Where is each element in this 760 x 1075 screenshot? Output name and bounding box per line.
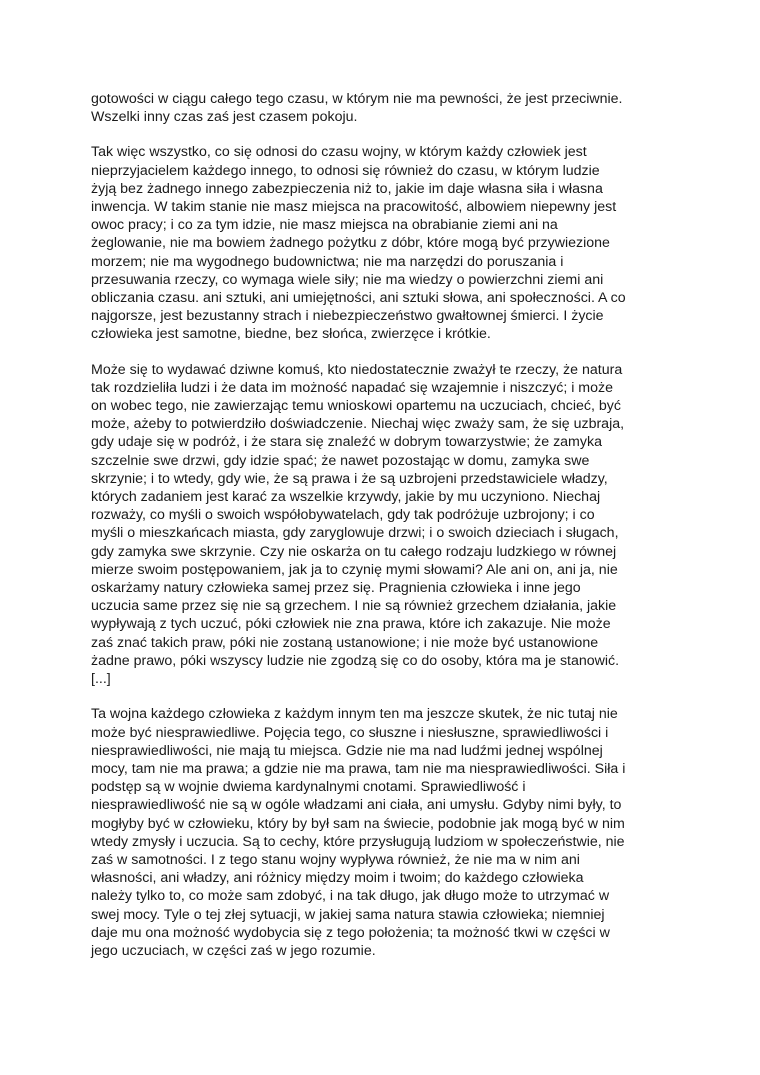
paragraph-4: Ta wojna każdego człowieka z każdym innym ten ma jeszcze skutek, że nic tutaj nie może być niesprawiedliwe. Pojęcia tego, co słuszne i niesłuszne, sprawiedliwości i niesprawiedliwości, nie mają tu miejsca. Gdzie nie ma nad ludźmi jednej wspólnej mocy, tam nie ma prawa; a gdzie nie ma prawa, tam nie ma niesprawiedliwości. Siła i podstęp są w wojnie dwiema kardynalnymi cnotami. Sprawiedliwość i niesprawiedliwość nie są w ogóle władzami ani ciała, ani umysłu. Gdyby nimi były, to mogłyby być w człowieku, który by był sam na świecie, podobnie jak mogą być w nim wtedy zmysły i uczucia. Są to cechy, które przysługują ludziom w społeczeństwie, nie zaś w samotności. I z tego stanu wojny wypływa również, że nie ma w nim ani własności, ani władzy, ani różnicy między moim i twoim; do każdego człowieka należy tylko to, co może sam zdobyć, i na tak długo, jak długo może to utrzymać w swej mocy. Tyle o tej złej sytuacji, w jakiej sama natura stawia człowieka; niemniej daje mu ona możność wydobycia się z tego położenia; ta możność tkwi w części w jego uczuciach, w części zaś w jego rozumie. [91, 706, 626, 959]
document-page [91, 90, 681, 977]
paragraph-3: Może się to wydawać dziwne komuś, kto niedostatecznie zważył te rzeczy, że natura tak rozdzieliła ludzi i że data im możność napadać się wzajemnie i niszczyć; i może on wobec tego, nie zawierzając temu wnioskowi opartemu na uczuciach, chcieć, być może, ażeby to potwierdziło doświadczenie. Niechaj więc zważy sam, że się uzbraja, gdy udaje się w podróż, i że stara się znaleźć w dobrym towarzystwie; że zamyka szczelnie swe drzwi, gdy idzie spać; że nawet pozostając w domu, zamyka swe skrzynie; i to wtedy, gdy wie, że są prawa i że są uzbrojeni przedstawiciele władzy, których zadaniem jest karać za wszelkie krzywdy, jakie by mu uczyniono. Niechaj rozważy, co myśli o swoich współobywatelach, gdy tak podróżuje uzbrojony; i co myśli o mieszkańcach miasta, gdy zaryglowuje drzwi; i o swoich dzieciach i sługach, gdy zamyka swe skrzynie. Czy nie oskarża on tu całego rodzaju ludzkiego w równej mierze swoim postępowaniem, jak ja to czynię mymi słowami? Ale ani on, ani ja, nie oskarżamy natury człowieka samej przez się. Pragnienia człowieka i inne jego uczucia same przez się nie są grzechem. I nie są również grzechem działania, jakie wypływają z tych uczuć, póki człowiek nie zna prawa, które ich zakazuje. Nie może zaś znać takich praw, póki nie zostaną ustanowione; i nie może być ustanowione żadne prawo, póki wszyscy ludzie nie zgodzą się co do osoby, która ma je stanowić. [...] [91, 361, 625, 688]
paragraph-1: gotowości w ciągu całego tego czasu, w którym nie ma pewności, że jest przeciwnie. Wszelki inny czas zaś jest czasem pokoju. [91, 91, 623, 126]
paragraph-2: Tak więc wszystko, co się odnosi do czasu wojny, w którym każdy człowiek jest nieprzyjacielem każdego innego, to odnosi się również do czasu, w którym ludzie żyją bez żadnego innego zabezpieczenia niż to, jakie im daje własna siła i własna inwencja. W takim stanie nie masz miejsca na pracowitość, albowiem niepewny jest owoc pracy; i co za tym idzie, nie masz miejsca na obrabianie ziemi ani na żeglowanie, nie ma bowiem żadnego pożytku z dóbr, które mogą być przywiezione morzem; nie ma wygodnego budownictwa; nie ma narzędzi do poruszania i przesuwania rzeczy, co wymaga wiele siły; nie ma wiedzy o powierzchni ziemi ani obliczania czasu. ani sztuki, ani umiejętności, ani sztuki słowa, ani społeczności. A co najgorsze, jest bezustanny strach i niebezpieczeństwo gwałtownej śmierci. I życie człowieka jest samotne, biedne, bez słońca, zwierzęce i krótkie. [91, 144, 626, 343]
